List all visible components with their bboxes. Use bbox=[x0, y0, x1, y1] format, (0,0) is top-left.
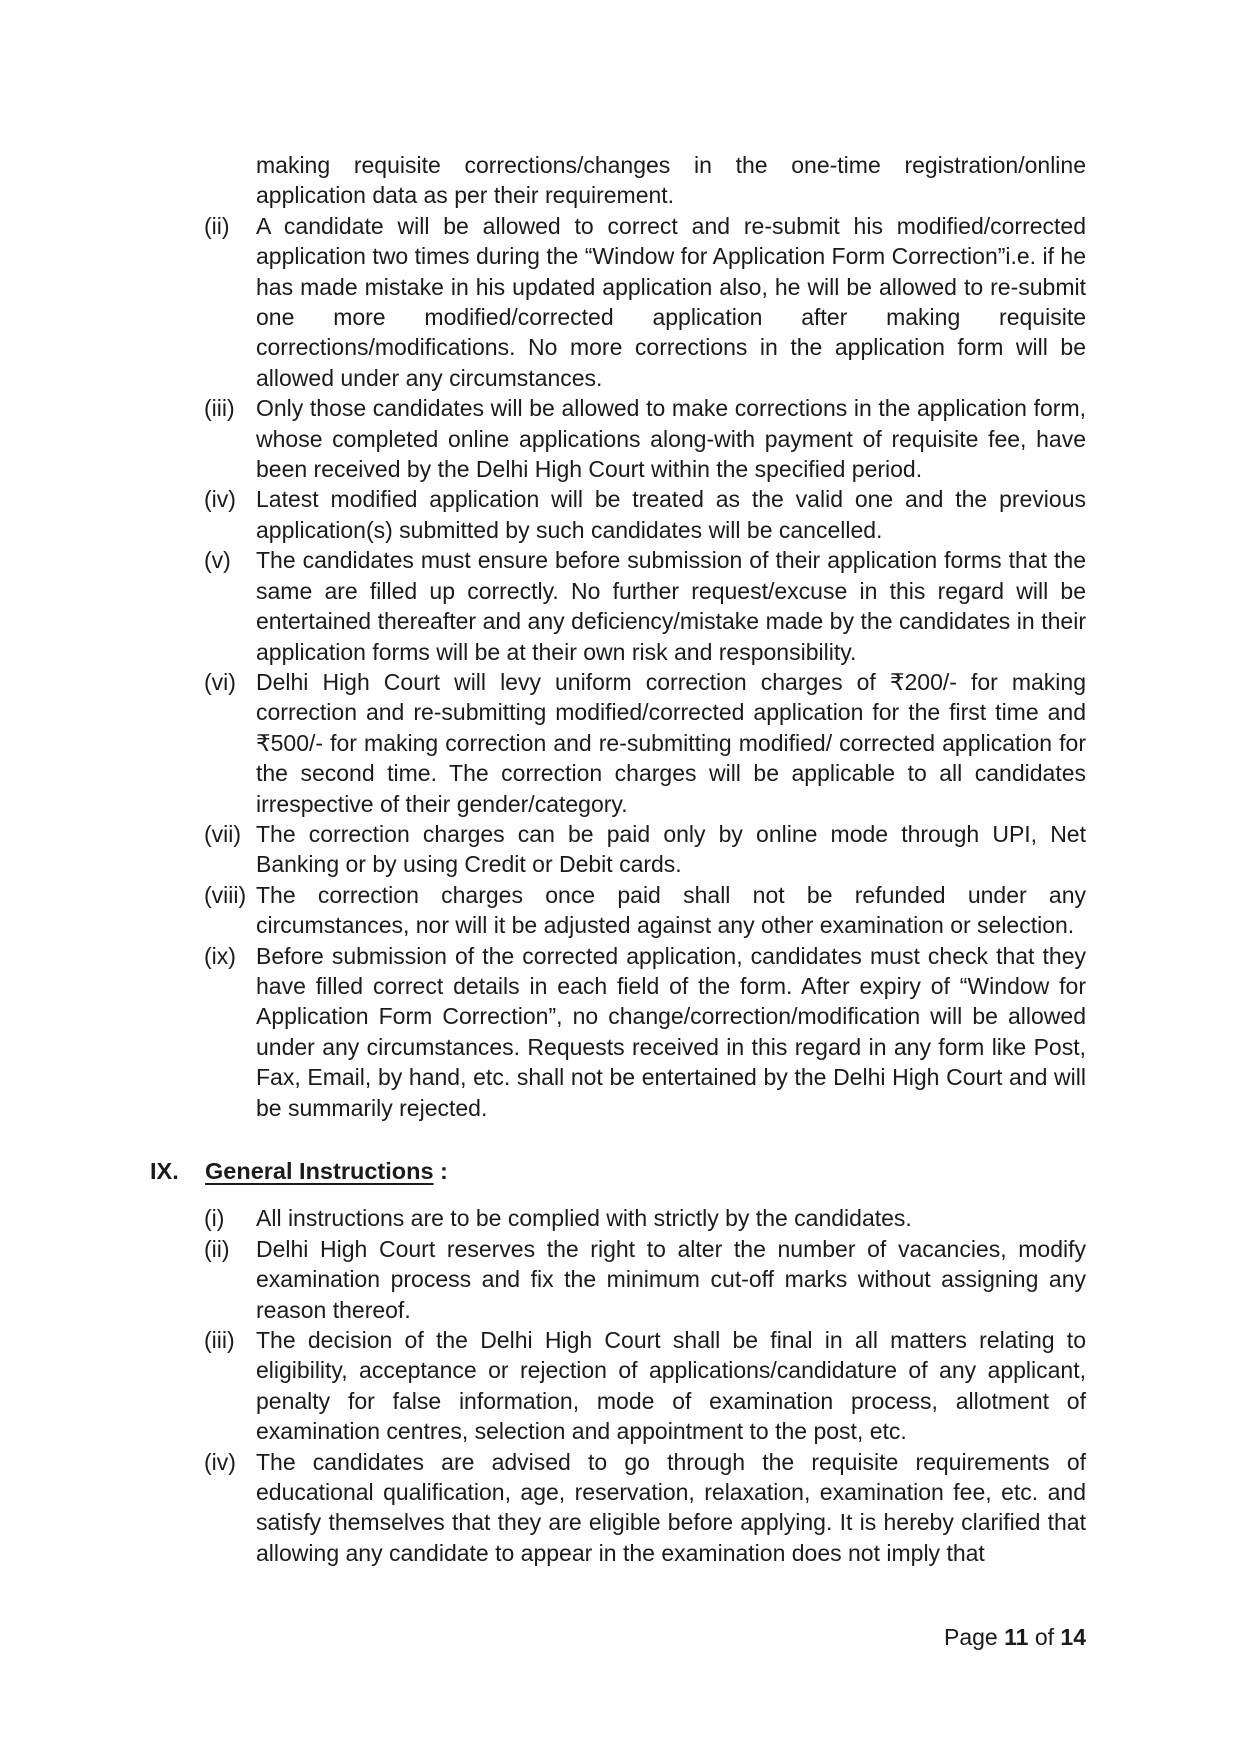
list-item-text: The candidates are advised to go through the requisite requirements of educational qualification, age, reservation, relaxation, examination fee, etc. and satisfy themselves that they are eligible before applying. It is hereby clarified that allowing any candidate to appear in the examination does not imply that bbox=[256, 1448, 1086, 1566]
continuation-paragraph: making requisite corrections/changes in the one-time registration/online application data as per their requirement. bbox=[256, 152, 1086, 209]
list-item-marker: (iii) bbox=[204, 1327, 235, 1354]
list-item-marker: (ii) bbox=[204, 1235, 230, 1262]
section-number: IX. bbox=[150, 1158, 179, 1184]
section-heading bbox=[150, 1156, 1086, 1186]
footer-page-label: Page bbox=[944, 1624, 1005, 1650]
list-item-text: The candidates must ensure before submission of their application forms that the same are filled up correctly. No further request/excuse in this regard will be entertained thereafter and any deficiency/mistake made by the candidates in their application forms will be at their own risk and responsibility. bbox=[256, 547, 1086, 665]
page-number-current: 11 bbox=[1004, 1624, 1029, 1650]
section-title-colon: : bbox=[433, 1158, 448, 1184]
page-number-total: 14 bbox=[1060, 1624, 1086, 1650]
list-item-text: Latest modified application will be treated as the valid one and the previous application(s) submitted by such candidates will be cancelled. bbox=[256, 486, 1086, 543]
section-title-text: General Instructions bbox=[205, 1158, 434, 1184]
list-item-text: Delhi High Court will levy uniform correction charges of ₹200/- for making correction and re-submitting modified/corrected application for the first time and ₹500/- for making correction and re-submitting modified/ corrected application for the second time. The correction charges will be applicable to all candidates irrespective of their gender/category. bbox=[256, 668, 1086, 817]
list-item-text: All instructions are to be complied with strictly by the candidates. bbox=[256, 1205, 912, 1232]
list-item-marker: (v) bbox=[204, 547, 231, 574]
list-item bbox=[204, 941, 1086, 1123]
page-content bbox=[150, 150, 1086, 1568]
list-item bbox=[204, 667, 1086, 819]
list-item-marker: (vi) bbox=[204, 668, 236, 695]
list-item-text: Before submission of the corrected application, candidates must check that they have filled correct details in each field of the form. After expiry of “Window for Application Form Correction”, no change/correction/modification will be allowed under any circumstances. Requests received in this regard in any form like Post, Fax, Email, by hand, etc. shall not be entertained by the Delhi High Court and will be summarily rejected. bbox=[256, 942, 1086, 1121]
list-item bbox=[204, 819, 1086, 880]
list-item-text: A candidate will be allowed to correct and re-submit his modified/corrected application two times during the “Window for Application Form Correction”i.e. if he has made mistake in his updated application also, he will be allowed to re-submit one more modified/corrected application after making requisite corrections/modifications. No more corrections in the application form will be allowed under any circumstances. bbox=[256, 212, 1086, 391]
footer-separator: of bbox=[1028, 1624, 1061, 1650]
list-item bbox=[204, 1325, 1086, 1447]
list-item bbox=[204, 484, 1086, 545]
list-item bbox=[204, 211, 1086, 393]
list-item-marker: (iv) bbox=[204, 1448, 236, 1475]
list-item bbox=[204, 880, 1086, 941]
list-item-marker: (ix) bbox=[204, 942, 236, 969]
list-item bbox=[204, 393, 1086, 484]
list-item-text: The correction charges once paid shall not be refunded under any circumstances, nor will it be adjusted against any other examination or selection. bbox=[256, 881, 1086, 939]
list-item bbox=[204, 1203, 1086, 1233]
list-item-marker: (vii) bbox=[204, 820, 242, 847]
list-item-marker: (iii) bbox=[204, 395, 235, 422]
list-item-text: Only those candidates will be allowed to make corrections in the application form, whose completed online applications along-with payment of requisite fee, have been received by the Delhi High Court within the specified period. bbox=[256, 395, 1086, 483]
section-title bbox=[205, 1156, 448, 1186]
page-footer bbox=[150, 1622, 1086, 1652]
list-item-text: The decision of the Delhi High Court shall be final in all matters relating to eligibility, acceptance or rejection of applications/candidature of any applicant, penalty for false information, mode of examination process, allotment of examination centres, selection and appointment to the post, etc. bbox=[256, 1327, 1086, 1445]
list-item bbox=[204, 1447, 1086, 1569]
list-item-marker: (iv) bbox=[204, 486, 236, 513]
list-item-marker: (i) bbox=[204, 1205, 225, 1232]
list-item-marker: (ii) bbox=[204, 212, 230, 239]
list-item-marker: (viii) bbox=[204, 881, 247, 908]
list-item bbox=[204, 1234, 1086, 1325]
list-item-text: Delhi High Court reserves the right to alter the number of vacancies, modify examination process and fix the minimum cut-off marks without assigning any reason thereof. bbox=[256, 1235, 1086, 1323]
list-item-text: The correction charges can be paid only by online mode through UPI, Net Banking or by using Credit or Debit cards. bbox=[256, 820, 1086, 878]
list-item bbox=[204, 545, 1086, 667]
